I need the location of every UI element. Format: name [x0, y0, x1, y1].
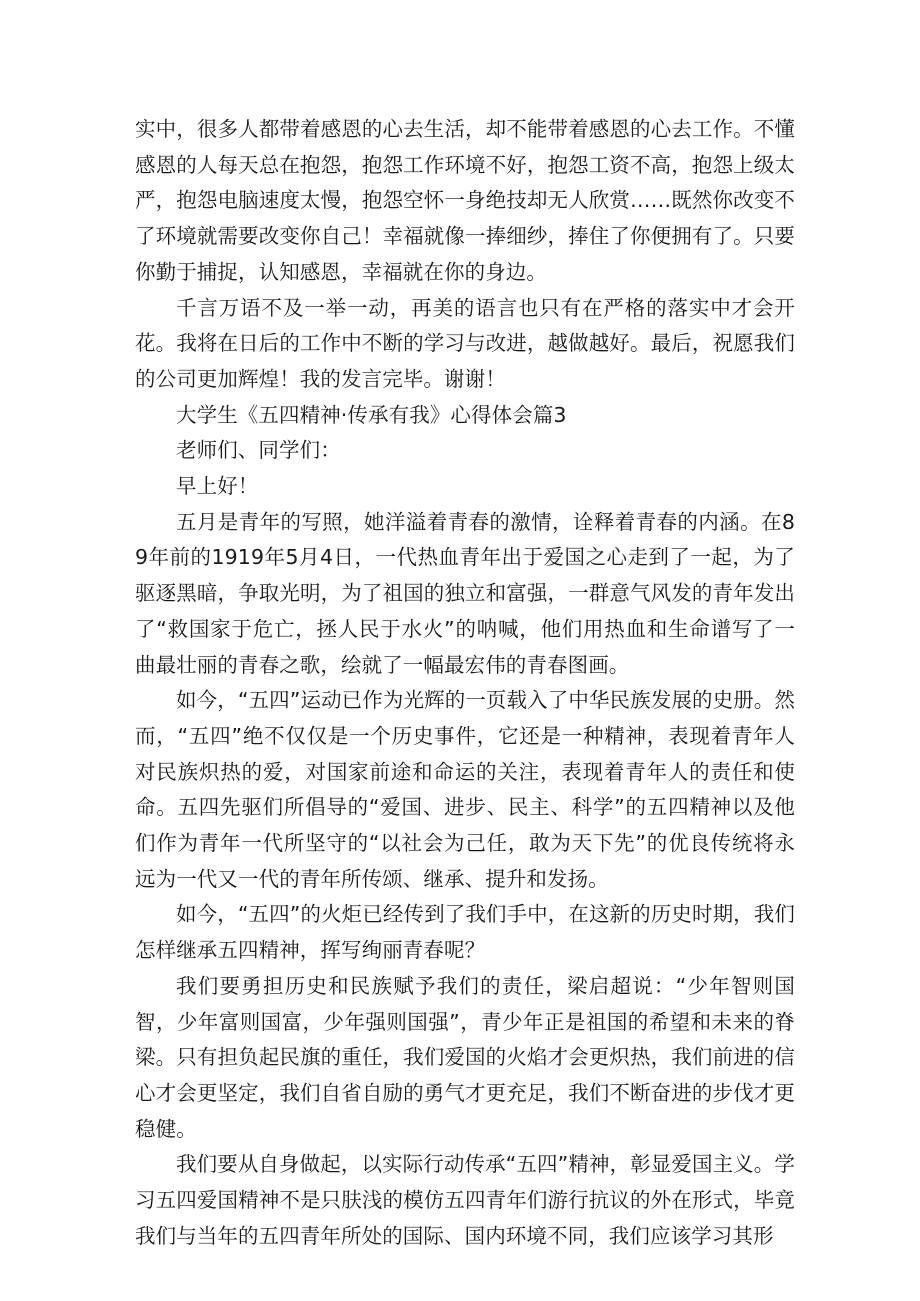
paragraph-1: 实中，很多人都带着感恩的心去生活，却不能带着感恩的心去工作。不懂感恩的人每天总在抱怨，抱怨工作环境不好，抱怨工资不高，抱怨上级太严，抱怨电脑速度太慢，抱怨空怀一身绝技却无人欣赏……既然你改变不了环境就需要改变你自己！幸福就像一捧细纱，捧住了你便拥有了。只要你勤于捕捉，认知感恩，幸福就在你的身边。 [135, 117, 795, 284]
paragraph-6: 五月是青年的写照，她洋溢着青春的激情，诠释着青春的内涵。在89年前的1919年5月4日，一代热血青年出于爱国之心走到了一起，为了驱逐黑暗，争取光明，为了祖国的独立和富强，一群意气风发的青年发出了“救国家于危亡，拯人民于水火”的呐喊，他们用热血和生命谱写了一曲最壮丽的青春之歌，绘就了一幅最宏伟的青春图画。 [135, 509, 795, 677]
section-title: 大学生《五四精神·传承有我》心得体会篇3 [176, 402, 567, 427]
salutation: 老师们、同学们： [176, 438, 341, 463]
paragraph-2: 千言万语不及一举一动，再美的语言也只有在严格的落实中才会开花。我将在日后的工作中不断的学习与改进，越做越好。最后，祝愿我们的公司更加辉煌！我的发言完毕。谢谢！ [135, 295, 795, 391]
document-body [135, 112, 795, 1255]
greeting: 早上好！ [176, 474, 259, 499]
paragraph-10: 我们要从自身做起，以实际行动传承“五四”精神，彰显爱国主义。学习五四爱国精神不是只肤浅的模仿五四青年们游行抗议的外在形式，毕竟我们与当年的五四青年所处的国际、国内环境不同，我们应该学习其形 [135, 1152, 795, 1248]
paragraph-8: 如今，“五四”的火炬已经传到了我们手中，在这新的历史时期，我们怎样继承五四精神，挥写绚丽青春呢？ [135, 902, 795, 963]
paragraph-9: 我们要勇担历史和民族赋予我们的责任，梁启超说：“少年智则国智，少年富则国富，少年强则国强”，青少年正是祖国的希望和未来的脊梁。只有担负起民旗的重任，我们爱国的火焰才会更炽热，我们前进的信心才会更坚定，我们自省自励的勇气才更充足，我们不断奋进的步伐才更稳健。 [135, 973, 795, 1141]
paragraph-7: 如今，“五四”运动已作为光辉的一页载入了中华民族发展的史册。然而，“五四”绝不仅仅是一个历史事件，它还是一种精神，表现着青年人对民族炽热的爱，对国家前途和命运的关注，表现着青年人的责任和使命。五四先驱们所倡导的“爱国、进步、民主、科学”的五四精神以及他们作为青年一代所坚守的“以社会为己任，敢为天下先”的优良传统将永远为一代又一代的青年所传颂、继承、提升和发扬。 [135, 688, 795, 891]
